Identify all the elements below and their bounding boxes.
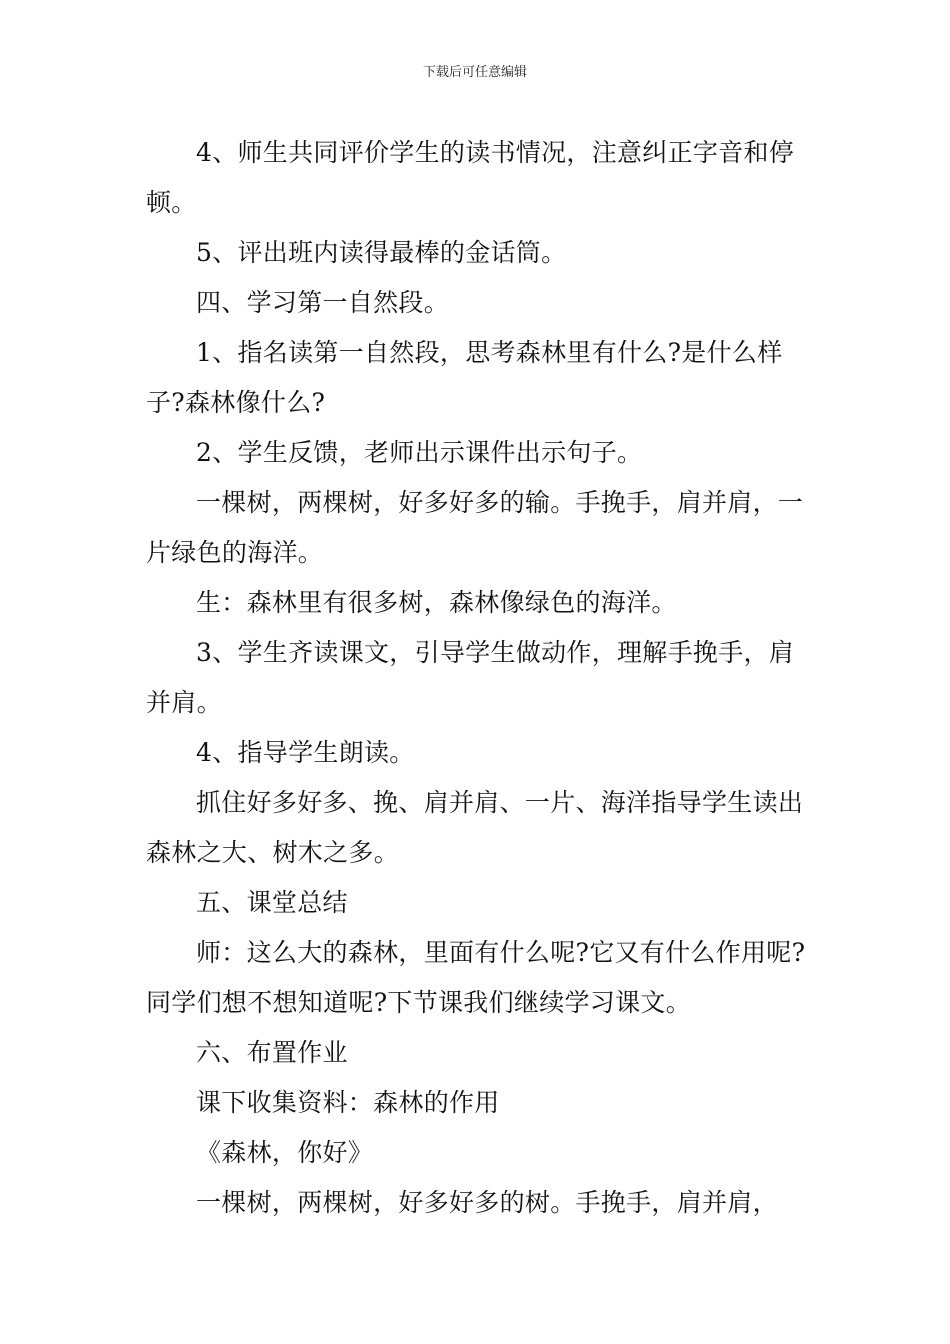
paragraph: 课下收集资料：森林的作用	[196, 1088, 500, 1117]
paragraph: 一棵树，两棵树，好多好多的输。手挽手，肩并肩，一片绿色的海洋。	[146, 488, 804, 567]
paragraph: 师：这么大的森林，里面有什么呢?它又有什么作用呢?同学们想不想知道呢?下节课我们继续学习课文。	[146, 938, 806, 1017]
page-header: 下载后可任意编辑	[422, 65, 527, 80]
paragraph: 2、学生反馈，老师出示课件出示句子。	[196, 438, 643, 467]
paragraph: 一棵树，两棵树，好多好多的树。手挽手，肩并肩，	[196, 1188, 778, 1217]
paragraph: 4、指导学生朗读。	[196, 738, 415, 767]
section-heading: 六、布置作业	[196, 1038, 348, 1067]
text-title: 《森林，你好》	[196, 1138, 374, 1167]
section-heading: 五、课堂总结	[196, 888, 348, 917]
section-heading: 四、学习第一自然段。	[196, 288, 450, 317]
document-body	[146, 128, 810, 1228]
paragraph: 5、评出班内读得最棒的金话筒。	[196, 238, 567, 267]
paragraph: 生：森林里有很多树，森林像绿色的海洋。	[196, 588, 677, 617]
paragraph: 1、指名读第一自然段，思考森林里有什么?是什么样子?森林像什么?	[146, 338, 783, 417]
paragraph: 3、学生齐读课文，引导学生做动作，理解手挽手，肩并肩。	[146, 638, 795, 717]
paragraph: 4、师生共同评价学生的读书情况，注意纠正字音和停顿。	[146, 138, 795, 217]
paragraph: 抓住好多好多、挽、肩并肩、一片、海洋指导学生读出森林之大、树木之多。	[146, 788, 804, 867]
